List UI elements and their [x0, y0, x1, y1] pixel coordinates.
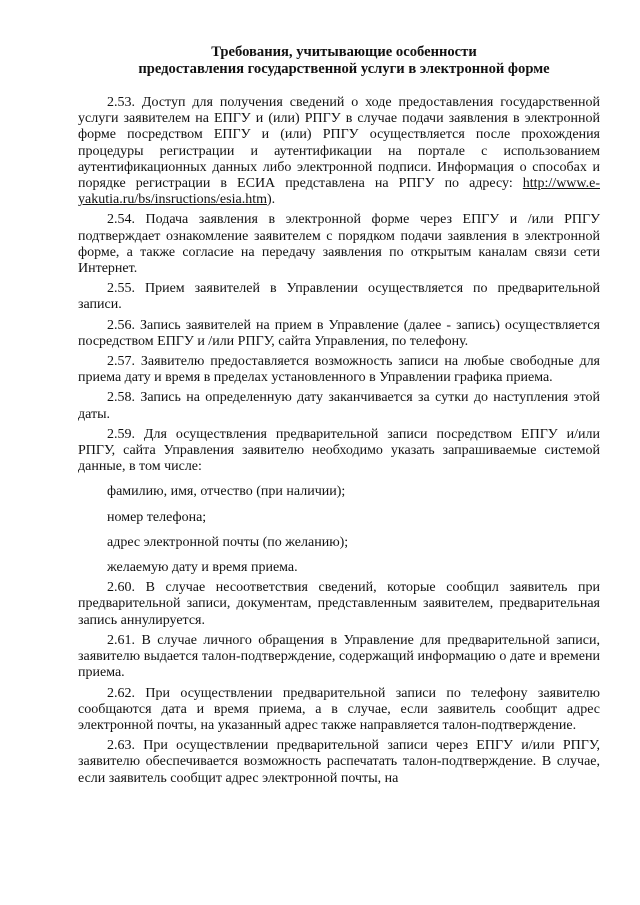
section-title — [88, 44, 600, 78]
paragraph-2-55: 2.55. Прием заявителей в Управлении осуществляется по предварительной записи. — [78, 281, 600, 313]
list-item: адрес электронной почты (по желанию); — [107, 534, 349, 550]
paragraph-2-62: 2.62. При осуществлении предварительной записи по телефону заявителю сообщаются дата и время приема, а в случае, если заявитель сообщит адрес электронной почты, на указанный адрес также направляется талон-подтверждение. — [78, 685, 600, 733]
list-item: желаемую дату и время приема. — [107, 560, 298, 576]
list-item: фамилию, имя, отчество (при наличии); — [107, 484, 346, 500]
paragraph-2-61: 2.61. В случае личного обращения в Управление для предварительной записи, заявителю выдается талон-подтверждение, содержащий информацию о дате и времени приема. — [78, 632, 600, 681]
paragraph-2-60: 2.60. В случае несоответствия сведений, которые сообщил заявитель при предварительной записи, документам, представленным заявителем, предварительная запись аннулируется. — [78, 580, 600, 628]
paragraph-2-53 — [78, 95, 600, 208]
paragraph-2-58: 2.58. Запись на определенную дату заканчивается за сутки до наступления этой даты. — [78, 390, 600, 422]
title-line-1: Требования, учитывающие особенности — [211, 44, 477, 60]
list-item: номер телефона; — [107, 509, 207, 525]
paragraph-2-63: 2.63. При осуществлении предварительной записи через ЕПГУ и/или РПГУ, заявителю обеспечивается возможность распечатать талон-подтверждение. В случае, если заявитель сообщит адрес электронной почты, на — [78, 738, 600, 786]
paragraph-2-59: 2.59. Для осуществления предварительной записи посредством ЕПГУ и/или РПГУ, сайта Управления заявителю необходимо указать запрашиваемые системой данные, в том числе: — [78, 426, 600, 475]
title-line-2: предоставления государственной услуги в электронной форме — [138, 61, 550, 77]
paragraph-2-53-text: 2.53. Доступ для получения сведений о ходе предоставления государственной услуги заявителем на ЕПГУ и (или) РПГУ в случае подачи заявления в электронной форме посредством ЕПГУ и (или) РПГУ осуществляется после прохождения процедуры регистрации и аутентификации на портале с использованием аутентификационных данных либо электронной подписи. Информация о способах и порядке регистрации в ЕСИА представлена на РПГУ по адресу: — [78, 95, 600, 192]
paragraph-2-54: 2.54. Подача заявления в электронной форме через ЕПГУ и /или РПГУ подтверждает ознакомление заявителем с порядком подачи заявления в электронной форме, а также согласие на передачу заявления по открытым каналам связи сети Интернет. — [78, 212, 600, 277]
paragraph-2-56: 2.56. Запись заявителей на прием в Управление (далее - запись) осуществляется посредством ЕПГУ и /или РПГУ, сайта Управления, по телефону. — [78, 317, 600, 349]
esia-instructions-link[interactable]: http://www.e-yakutia.ru/bs/insructions/esia.htm — [78, 176, 600, 208]
paragraph-2-57: 2.57. Заявителю предоставляется возможность записи на любые свободные для приема дату и время в пределах установленного в Управлении графика приема. — [78, 354, 600, 386]
paragraph-2-53-end: ). — [266, 192, 276, 208]
